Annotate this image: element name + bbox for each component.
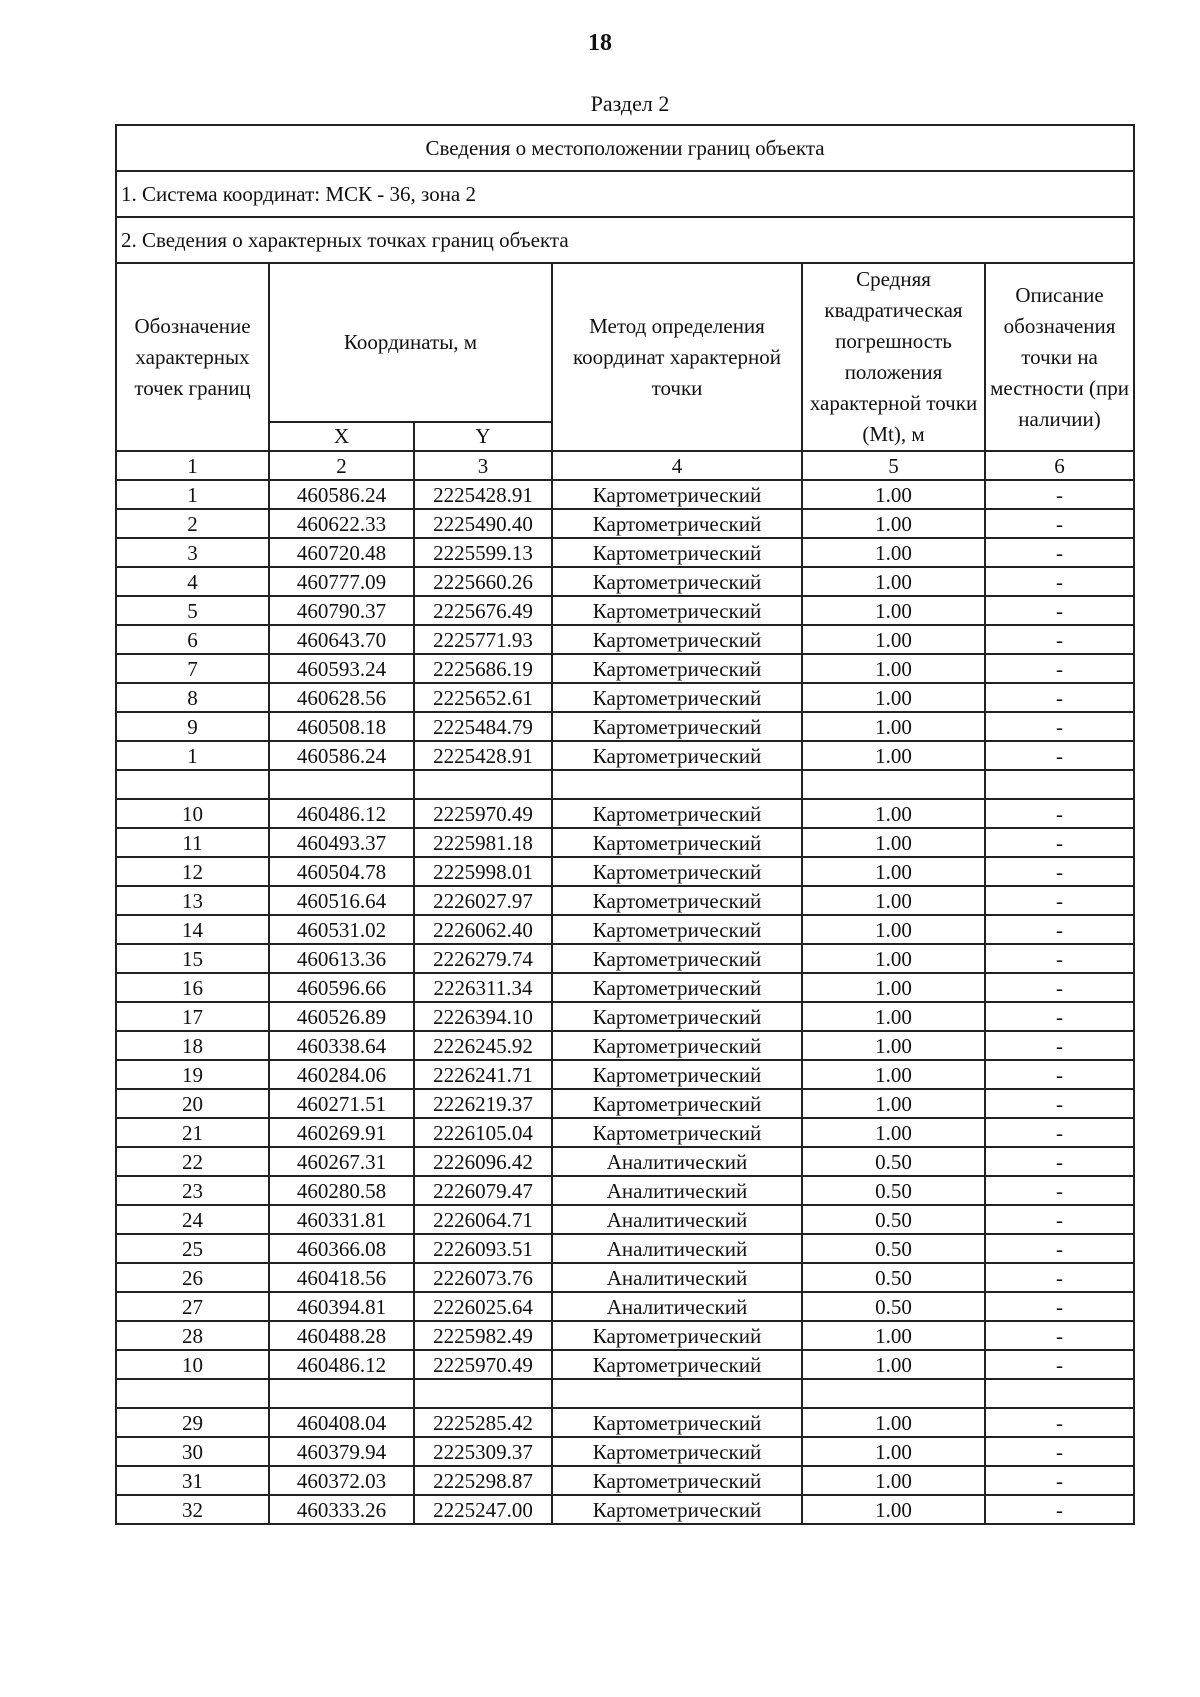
y-coordinate-cell: 2225982.49	[414, 1321, 552, 1350]
x-coordinate-cell: 460284.06	[269, 1060, 414, 1089]
description-cell: -	[985, 1495, 1134, 1524]
description-cell: -	[985, 1292, 1134, 1321]
point-number-cell: 16	[116, 973, 269, 1002]
x-coordinate-cell: 460613.36	[269, 944, 414, 973]
point-number-cell: 12	[116, 857, 269, 886]
x-coordinate-cell: 460488.28	[269, 1321, 414, 1350]
error-cell: 1.00	[802, 1089, 985, 1118]
method-cell: Картометрический	[552, 973, 802, 1002]
x-coordinate-cell: 460777.09	[269, 567, 414, 596]
point-number-cell: 17	[116, 1002, 269, 1031]
error-cell: 1.00	[802, 712, 985, 741]
method-cell: Картометрический	[552, 538, 802, 567]
x-coordinate-cell: 460394.81	[269, 1292, 414, 1321]
error-cell: 1.00	[802, 1466, 985, 1495]
x-coordinate-cell: 460366.08	[269, 1234, 414, 1263]
table-row	[116, 625, 1134, 654]
method-cell: Картометрический	[552, 1321, 802, 1350]
table-row	[116, 683, 1134, 712]
y-coordinate-cell	[414, 1379, 552, 1408]
table-row	[116, 915, 1134, 944]
point-number-cell: 28	[116, 1321, 269, 1350]
point-number-cell: 32	[116, 1495, 269, 1524]
error-cell: 0.50	[802, 1263, 985, 1292]
method-cell: Картометрический	[552, 1495, 802, 1524]
point-number-cell	[116, 770, 269, 799]
description-cell	[985, 1379, 1134, 1408]
table-row	[116, 1321, 1134, 1350]
error-cell: 1.00	[802, 1060, 985, 1089]
method-cell: Картометрический	[552, 509, 802, 538]
point-number-cell: 10	[116, 1350, 269, 1379]
y-coordinate-cell: 2226093.51	[414, 1234, 552, 1263]
x-coordinate-cell: 460504.78	[269, 857, 414, 886]
column-number-row	[116, 451, 1134, 480]
y-coordinate-cell: 2225771.93	[414, 625, 552, 654]
method-cell: Картометрический	[552, 1437, 802, 1466]
point-number-cell: 24	[116, 1205, 269, 1234]
table-row	[116, 1234, 1134, 1263]
table-row	[116, 1437, 1134, 1466]
error-cell: 1.00	[802, 973, 985, 1002]
error-cell: 1.00	[802, 567, 985, 596]
table-row	[116, 1118, 1134, 1147]
table-row	[116, 1495, 1134, 1524]
description-cell: -	[985, 1408, 1134, 1437]
description-cell: -	[985, 1466, 1134, 1495]
point-number-cell: 30	[116, 1437, 269, 1466]
error-cell: 1.00	[802, 886, 985, 915]
x-coordinate-cell: 460586.24	[269, 480, 414, 509]
error-cell: 1.00	[802, 625, 985, 654]
point-number-cell: 22	[116, 1147, 269, 1176]
x-coordinate-cell: 460643.70	[269, 625, 414, 654]
description-cell: -	[985, 1031, 1134, 1060]
header-x: X	[269, 422, 414, 451]
y-coordinate-cell: 2225247.00	[414, 1495, 552, 1524]
method-cell: Картометрический	[552, 480, 802, 509]
method-cell	[552, 770, 802, 799]
method-cell: Картометрический	[552, 1031, 802, 1060]
y-coordinate-cell: 2225490.40	[414, 509, 552, 538]
y-coordinate-cell: 2226079.47	[414, 1176, 552, 1205]
description-cell: -	[985, 1321, 1134, 1350]
table-row	[116, 1176, 1134, 1205]
y-coordinate-cell: 2226279.74	[414, 944, 552, 973]
description-cell: -	[985, 712, 1134, 741]
header-row	[116, 263, 1134, 422]
method-cell: Аналитический	[552, 1147, 802, 1176]
point-number-cell: 27	[116, 1292, 269, 1321]
method-cell: Картометрический	[552, 1408, 802, 1437]
x-coordinate-cell: 460280.58	[269, 1176, 414, 1205]
x-coordinate-cell: 460720.48	[269, 538, 414, 567]
method-cell: Картометрический	[552, 654, 802, 683]
description-cell: -	[985, 799, 1134, 828]
point-number-cell: 6	[116, 625, 269, 654]
method-cell: Аналитический	[552, 1205, 802, 1234]
x-coordinate-cell: 460628.56	[269, 683, 414, 712]
y-coordinate-cell: 2226245.92	[414, 1031, 552, 1060]
error-cell: 0.50	[802, 1205, 985, 1234]
y-coordinate-cell: 2226311.34	[414, 973, 552, 1002]
table-row	[116, 1466, 1134, 1495]
error-cell: 1.00	[802, 1031, 985, 1060]
y-coordinate-cell: 2226064.71	[414, 1205, 552, 1234]
description-cell: -	[985, 1176, 1134, 1205]
y-coordinate-cell: 2226241.71	[414, 1060, 552, 1089]
y-coordinate-cell: 2226025.64	[414, 1292, 552, 1321]
method-cell: Картометрический	[552, 1466, 802, 1495]
method-cell: Картометрический	[552, 1118, 802, 1147]
error-cell: 1.00	[802, 915, 985, 944]
point-number-cell	[116, 1379, 269, 1408]
y-coordinate-cell: 2226219.37	[414, 1089, 552, 1118]
y-coordinate-cell: 2225652.61	[414, 683, 552, 712]
error-cell: 0.50	[802, 1176, 985, 1205]
method-cell: Картометрический	[552, 1002, 802, 1031]
method-cell: Картометрический	[552, 625, 802, 654]
y-coordinate-cell: 2225970.49	[414, 1350, 552, 1379]
method-cell: Картометрический	[552, 596, 802, 625]
point-number-cell: 20	[116, 1089, 269, 1118]
description-cell: -	[985, 741, 1134, 770]
method-cell: Картометрический	[552, 567, 802, 596]
table-row	[116, 480, 1134, 509]
method-cell: Картометрический	[552, 799, 802, 828]
x-coordinate-cell: 460486.12	[269, 1350, 414, 1379]
y-coordinate-cell: 2226105.04	[414, 1118, 552, 1147]
boundary-points-table	[115, 124, 1135, 1525]
y-coordinate-cell: 2225998.01	[414, 857, 552, 886]
header-method: Метод определения координат характерной точки	[552, 263, 802, 451]
header-y: Y	[414, 422, 552, 451]
table-row	[116, 1147, 1134, 1176]
x-coordinate-cell: 460493.37	[269, 828, 414, 857]
description-cell: -	[985, 683, 1134, 712]
method-cell: Картометрический	[552, 944, 802, 973]
x-coordinate-cell: 460372.03	[269, 1466, 414, 1495]
method-cell: Картометрический	[552, 683, 802, 712]
method-cell: Картометрический	[552, 1089, 802, 1118]
error-cell: 1.00	[802, 828, 985, 857]
description-cell: -	[985, 1205, 1134, 1234]
table-row	[116, 857, 1134, 886]
x-coordinate-cell: 460338.64	[269, 1031, 414, 1060]
table-row	[116, 567, 1134, 596]
y-coordinate-cell: 2226096.42	[414, 1147, 552, 1176]
point-number-cell: 19	[116, 1060, 269, 1089]
method-cell: Картометрический	[552, 712, 802, 741]
error-cell: 0.50	[802, 1292, 985, 1321]
y-coordinate-cell: 2225428.91	[414, 480, 552, 509]
y-coordinate-cell: 2226062.40	[414, 915, 552, 944]
error-cell: 1.00	[802, 944, 985, 973]
error-cell: 1.00	[802, 857, 985, 886]
points-caption: 2. Сведения о характерных точках границ объекта	[116, 217, 1134, 263]
x-coordinate-cell	[269, 770, 414, 799]
point-number-cell: 13	[116, 886, 269, 915]
point-number-cell: 29	[116, 1408, 269, 1437]
table-row	[116, 1205, 1134, 1234]
y-coordinate-cell: 2225599.13	[414, 538, 552, 567]
method-cell: Аналитический	[552, 1176, 802, 1205]
error-cell	[802, 1379, 985, 1408]
header-description: Описание обозначения точки на местности (при наличии)	[985, 263, 1134, 451]
point-number-cell: 2	[116, 509, 269, 538]
column-number: 5	[802, 451, 985, 480]
description-cell	[985, 770, 1134, 799]
point-number-cell: 23	[116, 1176, 269, 1205]
table-row	[116, 1031, 1134, 1060]
x-coordinate-cell: 460586.24	[269, 741, 414, 770]
point-number-cell: 8	[116, 683, 269, 712]
description-cell: -	[985, 1350, 1134, 1379]
table-title: Сведения о местоположении границ объекта	[116, 125, 1134, 171]
section-title: Раздел 2	[590, 91, 670, 116]
y-coordinate-cell: 2225298.87	[414, 1466, 552, 1495]
point-number-cell: 5	[116, 596, 269, 625]
x-coordinate-cell: 460622.33	[269, 509, 414, 538]
description-cell: -	[985, 1147, 1134, 1176]
table-row	[116, 538, 1134, 567]
error-cell: 1.00	[802, 1002, 985, 1031]
table-row	[116, 1350, 1134, 1379]
column-number: 6	[985, 451, 1134, 480]
description-cell: -	[985, 1002, 1134, 1031]
error-cell: 0.50	[802, 1147, 985, 1176]
method-cell: Картометрический	[552, 828, 802, 857]
description-cell: -	[985, 1060, 1134, 1089]
x-coordinate-cell: 460333.26	[269, 1495, 414, 1524]
description-cell: -	[985, 480, 1134, 509]
table-row	[116, 1263, 1134, 1292]
point-number-cell: 15	[116, 944, 269, 973]
table-row	[116, 1408, 1134, 1437]
method-cell: Аналитический	[552, 1292, 802, 1321]
x-coordinate-cell: 460596.66	[269, 973, 414, 1002]
error-cell: 1.00	[802, 596, 985, 625]
error-cell: 1.00	[802, 1408, 985, 1437]
description-cell: -	[985, 1437, 1134, 1466]
point-number-cell: 4	[116, 567, 269, 596]
description-cell: -	[985, 944, 1134, 973]
method-cell: Картометрический	[552, 915, 802, 944]
y-coordinate-cell: 2225428.91	[414, 741, 552, 770]
x-coordinate-cell: 460418.56	[269, 1263, 414, 1292]
coord-system: 1. Система координат: МСК - 36, зона 2	[116, 171, 1134, 217]
y-coordinate-cell: 2225686.19	[414, 654, 552, 683]
point-number-cell: 26	[116, 1263, 269, 1292]
error-cell: 1.00	[802, 1118, 985, 1147]
point-number-cell: 7	[116, 654, 269, 683]
table-row	[116, 944, 1134, 973]
table-row	[116, 1060, 1134, 1089]
x-coordinate-cell: 460790.37	[269, 596, 414, 625]
x-coordinate-cell: 460269.91	[269, 1118, 414, 1147]
description-cell: -	[985, 828, 1134, 857]
table-row	[116, 1002, 1134, 1031]
y-coordinate-cell: 2225660.26	[414, 567, 552, 596]
error-cell	[802, 770, 985, 799]
y-coordinate-cell: 2225981.18	[414, 828, 552, 857]
error-cell: 1.00	[802, 654, 985, 683]
table-row	[116, 1089, 1134, 1118]
method-cell: Картометрический	[552, 1060, 802, 1089]
description-cell: -	[985, 1234, 1134, 1263]
y-coordinate-cell: 2225970.49	[414, 799, 552, 828]
point-number-cell: 31	[116, 1466, 269, 1495]
error-cell: 1.00	[802, 799, 985, 828]
y-coordinate-cell: 2225309.37	[414, 1437, 552, 1466]
table-row	[116, 828, 1134, 857]
header-error: Средняя квадратическая погрешность положения характерной точки (Mt), м	[802, 263, 985, 451]
coord-system-row	[116, 171, 1134, 217]
header-coordinates: Координаты, м	[269, 263, 552, 422]
table-row	[116, 654, 1134, 683]
method-cell: Аналитический	[552, 1234, 802, 1263]
y-coordinate-cell: 2226027.97	[414, 886, 552, 915]
column-number: 1	[116, 451, 269, 480]
x-coordinate-cell: 460271.51	[269, 1089, 414, 1118]
description-cell: -	[985, 596, 1134, 625]
description-cell: -	[985, 567, 1134, 596]
table-row	[116, 886, 1134, 915]
error-cell: 1.00	[802, 1350, 985, 1379]
y-coordinate-cell	[414, 770, 552, 799]
point-number-cell: 11	[116, 828, 269, 857]
empty-separator-row	[116, 770, 1134, 799]
table-row	[116, 973, 1134, 1002]
error-cell: 1.00	[802, 1437, 985, 1466]
method-cell: Аналитический	[552, 1263, 802, 1292]
method-cell: Картометрический	[552, 857, 802, 886]
table-row	[116, 741, 1134, 770]
y-coordinate-cell: 2225676.49	[414, 596, 552, 625]
x-coordinate-cell: 460331.81	[269, 1205, 414, 1234]
description-cell: -	[985, 915, 1134, 944]
point-number-cell: 10	[116, 799, 269, 828]
x-coordinate-cell: 460379.94	[269, 1437, 414, 1466]
point-number-cell: 21	[116, 1118, 269, 1147]
page-number: 18	[588, 30, 612, 56]
empty-separator-row	[116, 1379, 1134, 1408]
description-cell: -	[985, 654, 1134, 683]
header-designation: Обозначение характерных точек границ	[116, 263, 269, 451]
y-coordinate-cell: 2226394.10	[414, 1002, 552, 1031]
description-cell: -	[985, 1089, 1134, 1118]
description-cell: -	[985, 1118, 1134, 1147]
point-number-cell: 1	[116, 741, 269, 770]
description-cell: -	[985, 973, 1134, 1002]
point-number-cell: 18	[116, 1031, 269, 1060]
point-number-cell: 25	[116, 1234, 269, 1263]
method-cell: Картометрический	[552, 886, 802, 915]
x-coordinate-cell: 460408.04	[269, 1408, 414, 1437]
error-cell: 1.00	[802, 741, 985, 770]
table-title-row	[116, 125, 1134, 171]
method-cell: Картометрический	[552, 741, 802, 770]
table-row	[116, 799, 1134, 828]
description-cell: -	[985, 509, 1134, 538]
description-cell: -	[985, 886, 1134, 915]
table-row	[116, 509, 1134, 538]
error-cell: 1.00	[802, 1321, 985, 1350]
column-number: 2	[269, 451, 414, 480]
error-cell: 0.50	[802, 1234, 985, 1263]
x-coordinate-cell: 460593.24	[269, 654, 414, 683]
description-cell: -	[985, 857, 1134, 886]
y-coordinate-cell: 2225484.79	[414, 712, 552, 741]
table-row	[116, 712, 1134, 741]
method-cell: Картометрический	[552, 1350, 802, 1379]
point-number-cell: 9	[116, 712, 269, 741]
y-coordinate-cell: 2225285.42	[414, 1408, 552, 1437]
table-row	[116, 596, 1134, 625]
y-coordinate-cell: 2226073.76	[414, 1263, 552, 1292]
point-number-cell: 3	[116, 538, 269, 567]
column-number: 4	[552, 451, 802, 480]
table-row	[116, 1292, 1134, 1321]
error-cell: 1.00	[802, 509, 985, 538]
x-coordinate-cell: 460526.89	[269, 1002, 414, 1031]
method-cell	[552, 1379, 802, 1408]
x-coordinate-cell: 460508.18	[269, 712, 414, 741]
x-coordinate-cell	[269, 1379, 414, 1408]
point-number-cell: 1	[116, 480, 269, 509]
point-number-cell: 14	[116, 915, 269, 944]
x-coordinate-cell: 460531.02	[269, 915, 414, 944]
points-caption-row	[116, 217, 1134, 263]
error-cell: 1.00	[802, 683, 985, 712]
description-cell: -	[985, 1263, 1134, 1292]
x-coordinate-cell: 460516.64	[269, 886, 414, 915]
description-cell: -	[985, 538, 1134, 567]
description-cell: -	[985, 625, 1134, 654]
error-cell: 1.00	[802, 1495, 985, 1524]
x-coordinate-cell: 460267.31	[269, 1147, 414, 1176]
column-number: 3	[414, 451, 552, 480]
x-coordinate-cell: 460486.12	[269, 799, 414, 828]
error-cell: 1.00	[802, 538, 985, 567]
error-cell: 1.00	[802, 480, 985, 509]
